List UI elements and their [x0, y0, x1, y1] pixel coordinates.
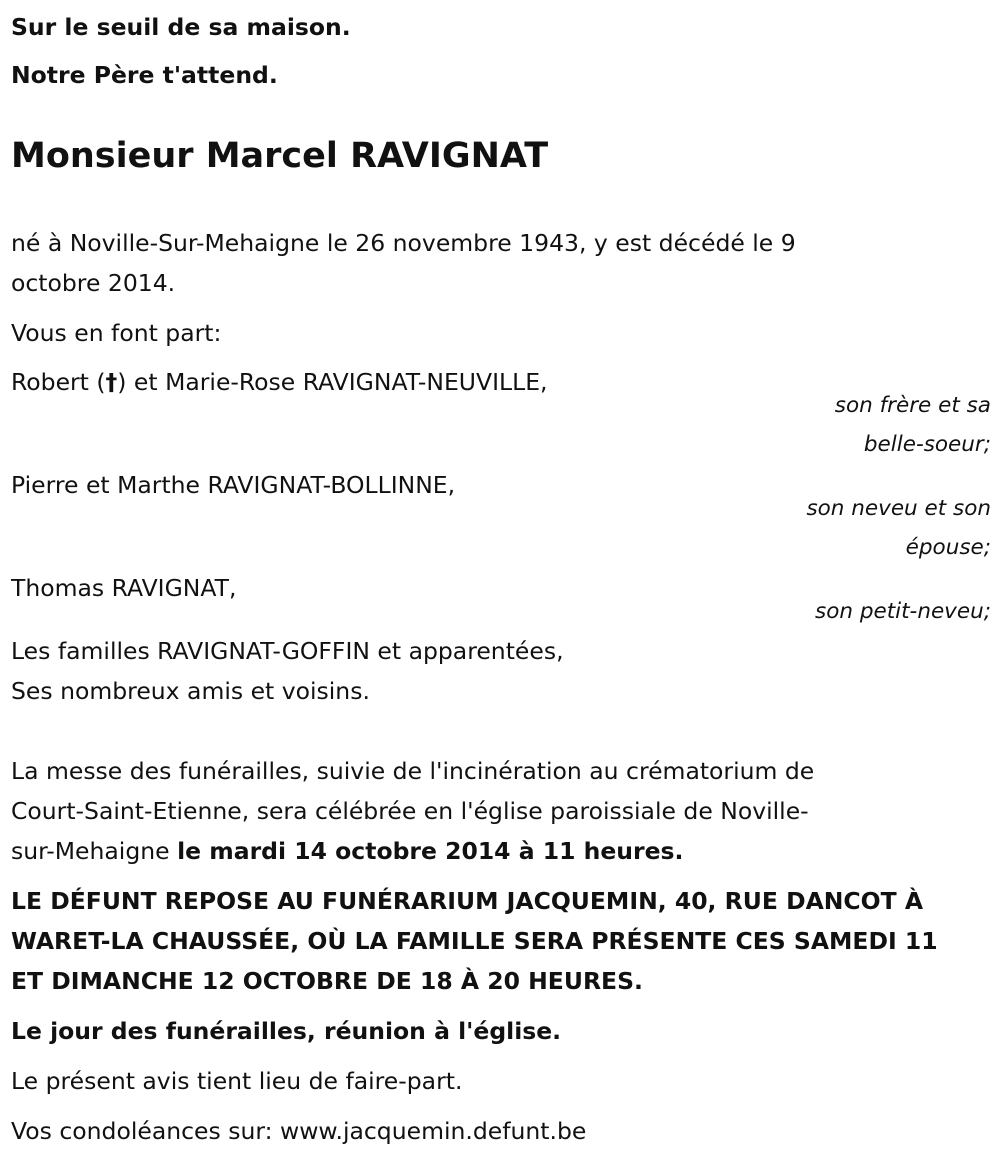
condolences-url: www.jacquemin.defunt.be [279, 1117, 587, 1145]
mass-line-2: Court-Saint-Etienne, sera célébrée en l'église paroissiale de Noville- [11, 797, 809, 825]
epigraph-line-1: Sur le seuil de sa maison. [11, 13, 351, 41]
mass-line-3 [11, 836, 683, 866]
rest-notice-line-2: WARET-LA CHAUSSÉE, OÙ LA FAMILLE SERA PRÉSENTE CES SAMEDI 11 [11, 927, 938, 955]
friends-line: Ses nombreux amis et voisins. [11, 677, 370, 705]
family-member-1-relation-2: belle-soeur; [863, 432, 991, 457]
family-member-2-relation-2: épouse; [905, 535, 991, 560]
family-member-2-relation-1: son neveu et son [806, 496, 991, 521]
rest-notice-line-1: LE DÉFUNT REPOSE AU FUNÉRARIUM JACQUEMIN, 40, RUE DANCOT À [11, 887, 924, 915]
mass-line-3-plain: sur-Mehaigne [11, 837, 178, 865]
birth-death-line-2: octobre 2014. [11, 269, 176, 297]
mass-line-1: La messe des funérailles, suivie de l'incinération au crématorium de [11, 757, 815, 785]
rest-notice-line-3: ET DIMANCHE 12 OCTOBRE DE 18 À 20 HEURES. [11, 967, 643, 995]
cross-icon: † [105, 368, 118, 396]
families-line: Les familles RAVIGNAT-GOFFIN et apparentées, [11, 637, 564, 665]
family-member-3: Thomas RAVIGNAT, [11, 574, 237, 602]
family-member-1 [11, 367, 548, 397]
meeting-line: Le jour des funérailles, réunion à l'église. [11, 1017, 562, 1045]
condolences-label: Vos condoléances sur: [11, 1117, 280, 1145]
mass-date-time: le mardi 14 octobre 2014 à 11 heures. [177, 837, 684, 865]
family-member-3-relation-1: son petit-neveu; [815, 599, 991, 624]
family-member-1-name-a: Robert ( [11, 368, 106, 396]
announcement-intro: Vous en font part: [11, 319, 222, 347]
deceased-name: Monsieur Marcel RAVIGNAT [11, 136, 549, 176]
family-member-2: Pierre et Marthe RAVIGNAT-BOLLINNE, [11, 471, 456, 499]
birth-death-line-1: né à Noville-Sur-Mehaigne le 26 novembre 1943, y est décédé le 9 [11, 229, 796, 257]
family-member-1-relation-1: son frère et sa [834, 393, 991, 418]
family-member-1-name-b: ) et Marie-Rose RAVIGNAT-NEUVILLE, [117, 368, 548, 396]
condolences-line [11, 1116, 586, 1146]
epigraph-line-2: Notre Père t'attend. [11, 61, 278, 89]
notice-line: Le présent avis tient lieu de faire-part. [11, 1067, 463, 1095]
